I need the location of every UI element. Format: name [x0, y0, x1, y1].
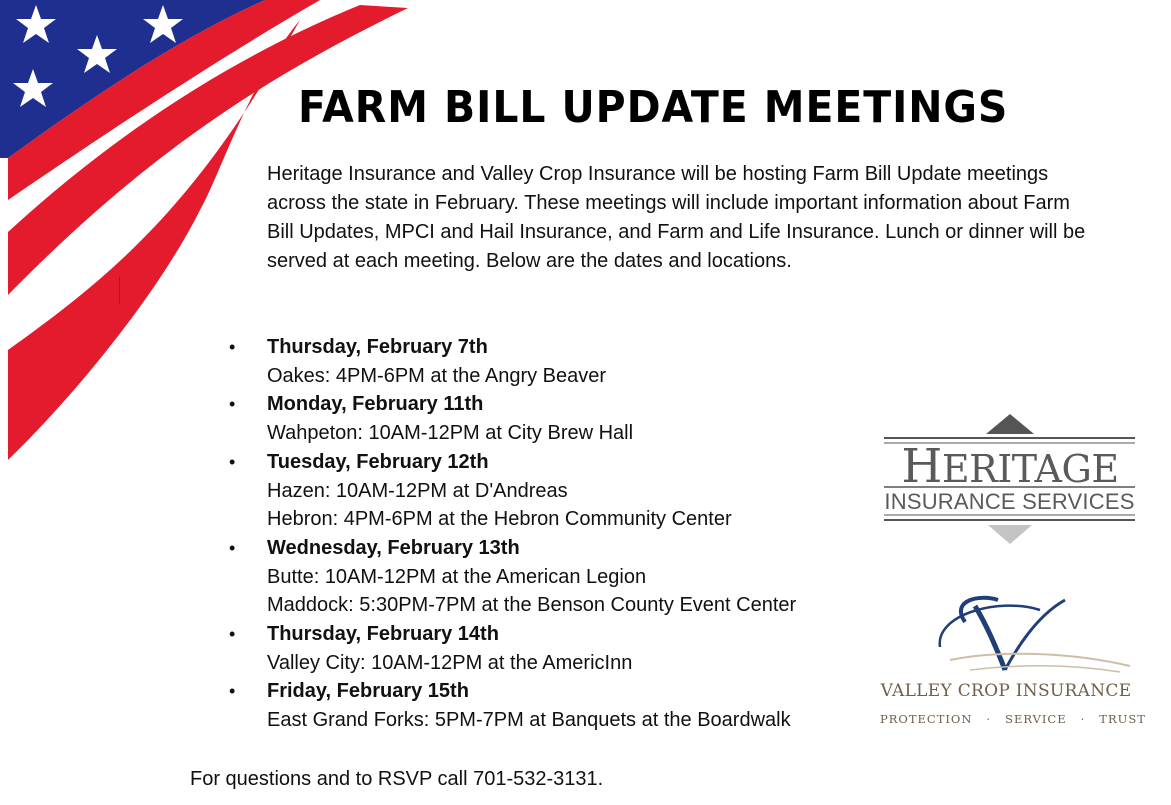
meeting-location: Butte: 10AM-12PM at the American Legion [267, 565, 647, 588]
valley-tagline [880, 712, 1146, 726]
meeting-list [229, 333, 797, 735]
meeting-item [229, 333, 796, 390]
valley-tag-service: SERVICE [1005, 712, 1067, 726]
meeting-day: Tuesday, February 12th [267, 450, 489, 473]
heritage-subtitle: INSURANCE SERVICES [884, 489, 1135, 514]
meeting-day: Friday, February 15th [267, 680, 469, 703]
heritage-wordmark [885, 439, 1135, 494]
meeting-item [229, 534, 797, 620]
intro-paragraph: Heritage Insurance and Valley Crop Insurance will be hosting Farm Bill Update meetings across the state in February. These meetings will include important information about Farm Bill Updates, MPCI and Hail Insurance, and Farm and Life Insurance. Lunch or dinner will be served at each meeting. Below are the dates and locations. [267, 163, 1086, 272]
valley-name: VALLEY CROP INSURANCE [880, 681, 1132, 701]
bullet-icon: • [229, 681, 236, 702]
meeting-location: Oakes: 4PM-6PM at the Angry Beaver [267, 364, 607, 387]
meeting-location: Hebron: 4PM-6PM at the Hebron Community Center [267, 508, 732, 531]
meeting-day: Thursday, February 14th [267, 623, 499, 646]
meeting-location: East Grand Forks: 5PM-7PM at Banquets at the Boardwalk [267, 709, 791, 732]
heritage-initial: H [901, 439, 942, 494]
text-cursor [119, 277, 120, 304]
bullet-icon: • [229, 337, 236, 357]
meeting-location: Hazen: 10AM-12PM at D'Andreas [267, 479, 568, 502]
meeting-location: Maddock: 5:30PM-7PM at the Benson County Event Center [267, 594, 797, 617]
contact-line: For questions and to RSVP call 701-532-3131. [190, 768, 604, 790]
meeting-item [229, 620, 796, 677]
meeting-day: Wednesday, February 13th [267, 536, 520, 559]
valley-separator: · [1080, 712, 1086, 726]
meeting-item [229, 390, 796, 447]
valley-tag-protection: PROTECTION [880, 712, 973, 726]
meeting-day: Thursday, February 7th [267, 336, 488, 358]
valley-crop-logo [880, 592, 1146, 737]
page-title: FARM BILL UPDATE MEETINGS [298, 82, 1009, 133]
meeting-item [229, 677, 796, 734]
bullet-icon: • [229, 451, 236, 472]
heritage-rest: ERITAGE [941, 447, 1119, 491]
valley-separator: · [986, 712, 992, 726]
meeting-location: Wahpeton: 10AM-12PM at City Brew Hall [267, 422, 634, 445]
valley-v-icon [880, 592, 1140, 682]
valley-tag-trust: TRUST [1099, 712, 1146, 726]
heritage-logo [882, 414, 1137, 546]
meeting-location: Valley City: 10AM-12PM at the AmericInn [267, 651, 633, 674]
meeting-day: Monday, February 11th [267, 393, 484, 416]
bullet-icon: • [229, 537, 236, 558]
bullet-icon: • [229, 624, 236, 645]
meeting-item [229, 448, 796, 534]
bullet-icon: • [229, 394, 236, 415]
